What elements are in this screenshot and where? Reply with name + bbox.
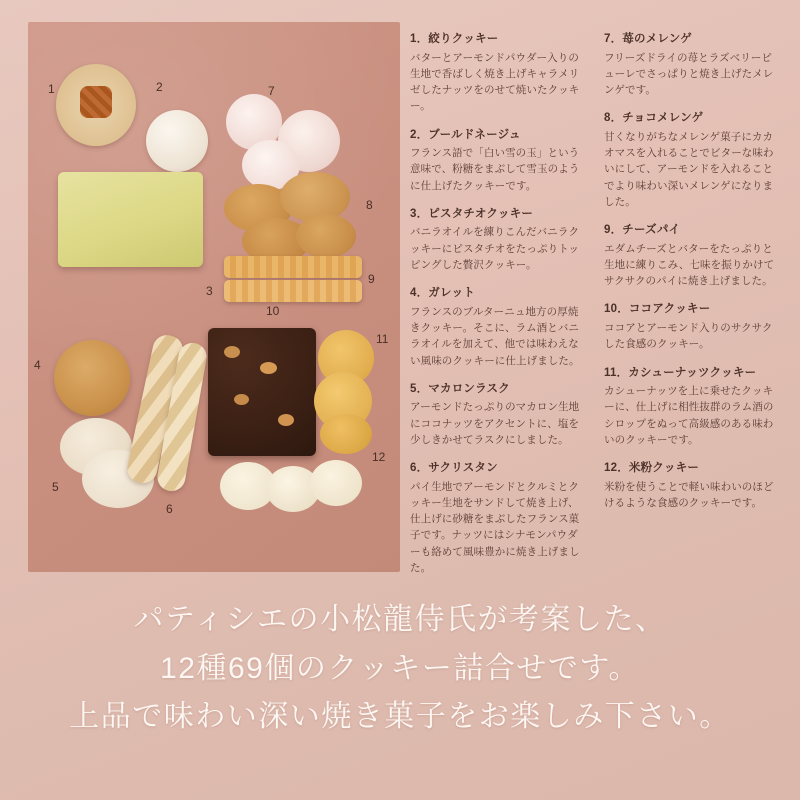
- cookie-snowball: [146, 110, 208, 172]
- cookie-description-12: [604, 461, 780, 511]
- photo-marker-2: 2: [156, 80, 163, 94]
- description-column-right: [604, 32, 780, 577]
- description-columns: [410, 32, 782, 577]
- cookie-title-3: 3．ピスタチオクッキー: [410, 207, 534, 220]
- cookie-title-10: 10．ココアクッキー: [604, 303, 711, 316]
- cookie-description-8: [604, 111, 780, 210]
- cookie-body-2: フランス語で「白い雪の玉」という意味で、粉糖をまぶして雪玉のように仕上げたクッキーです。: [410, 147, 580, 192]
- photo-marker-11: 11: [376, 332, 389, 346]
- cookie-choco-meringue-d: [296, 214, 356, 258]
- cookie-title-12: 12．米粉クッキー: [604, 462, 700, 475]
- cookie-description-6: [410, 461, 586, 576]
- cookie-pistachio-slab: [58, 172, 203, 267]
- cookie-cheese-pie-a: [224, 256, 362, 278]
- photo-marker-6: 6: [166, 502, 173, 516]
- cookie-title-1: 1．絞りクッキー: [410, 33, 499, 45]
- cookie-rice-flour-c: [310, 460, 362, 506]
- bottom-caption: [0, 596, 800, 742]
- cookie-title-5: 5．マカロンラスク: [410, 382, 510, 395]
- cookie-body-5: アーモンドたっぷりのマカロン生地にココナッツをアクセントに、塩を少しきかせてラスクにしました。: [410, 401, 580, 446]
- cookie-title-7: 7．苺のメレンゲ: [604, 33, 692, 45]
- cookie-piped-flower-center: [80, 86, 112, 118]
- cookie-body-7: フリーズドライの苺とラズベリーピューレでさっぱりと焼き上げたメレンゲです。: [604, 51, 774, 97]
- cookie-body-1: バターとアーモンドパウダー入りの生地で香ばしく焼き上げキャラメリゼしたナッツをのせて焼いたクッキー。: [410, 51, 580, 113]
- cookie-title-8: 8．チョコメレンゲ: [604, 112, 704, 125]
- cookie-body-4: フランスのブルターニュ地方の厚焼きクッキー。そこに、ラム酒とバニラオイルを加えて、他では味わえない風味のクッキーに仕上げました。: [410, 305, 580, 367]
- cookie-assortment-photo: [28, 22, 400, 572]
- cookie-description-2: [410, 128, 586, 194]
- cookie-body-12: 米粉を使うことで軽い味わいのほどけるような食感のクッキーです。: [604, 480, 774, 509]
- caption-line-2: 12種69個のクッキー詰合せです。: [160, 651, 640, 685]
- photo-marker-4: 4: [34, 358, 41, 372]
- cookie-body-6: パイ生地でアーモンドとクルミとクッキー生地をサンドして焼き上げ、仕上げに砂糖をまぶしたフランス菓子です。ナッツにはシナモンパウダーも絡めて風味豊かに焼き上げました。: [410, 480, 580, 574]
- cookie-cashew-c: [320, 414, 372, 454]
- photo-marker-9: 9: [368, 272, 375, 286]
- cookie-title-4: 4．ガレット: [410, 287, 475, 300]
- cookie-cocoa-nut-4: [278, 414, 294, 426]
- cookie-description-10: [604, 302, 780, 352]
- caption-line-1: パティシエの小松龍侍氏が考案した、: [133, 603, 667, 636]
- cookie-description-4: [410, 286, 586, 369]
- cookie-description-7: [604, 32, 780, 98]
- cookie-cocoa-block: [208, 328, 316, 456]
- cookie-galette: [54, 340, 130, 416]
- photo-marker-10: 10: [266, 304, 280, 318]
- cookie-cheese-pie-b: [224, 280, 362, 302]
- cookie-description-3: [410, 207, 586, 273]
- cookie-title-6: 6．サクリスタン: [410, 462, 498, 475]
- cookie-title-11: 11．カシューナッツクッキー: [604, 366, 757, 379]
- cookie-title-9: 9．チーズパイ: [604, 224, 681, 237]
- cookie-description-11: [604, 366, 780, 449]
- cookie-description-1: [410, 32, 586, 115]
- cookie-body-10: ココアとアーモンド入りのサクサクした食感のクッキー。: [604, 321, 773, 351]
- cookie-cocoa-nut-2: [260, 362, 277, 374]
- photo-marker-8: 8: [366, 198, 373, 212]
- cookie-body-8: 甘くなりがちなメレンゲ菓子にカカオマスを入れることでビターな味わいにして、アーモンドを入れることでより味わい深いメレンゲになりました。: [604, 130, 774, 208]
- photo-marker-1: 1: [48, 82, 55, 96]
- photo-marker-12: 12: [372, 450, 386, 464]
- cookie-body-11: カシューナッツを上に乗せたクッキーに、仕上げに相性抜群のラム酒のシロップをぬって高級感のある味わいのクッキーです。: [604, 385, 774, 446]
- cookie-title-2: 2．ブールドネージュ: [410, 128, 521, 141]
- photo-marker-7: 7: [268, 84, 275, 98]
- cookie-cocoa-nut-3: [234, 394, 249, 405]
- photo-marker-5: 5: [52, 480, 59, 494]
- cookie-body-9: エダムチーズとバターをたっぷりと生地に練りこみ、七味を振りかけてサクサクのパイに焼き上げました。: [604, 242, 775, 288]
- photo-marker-3: 3: [206, 284, 213, 298]
- cookie-description-9: [604, 223, 780, 289]
- description-column-left: [410, 32, 586, 577]
- cookie-description-5: [410, 382, 586, 448]
- caption-line-3: 上品で味わい深い焼き菓子をお楽しみ下さい。: [69, 700, 731, 734]
- cookie-body-3: バニラオイルを練りこんだバニラクッキーにピスタチオをたっぷりトッピングした贅沢クッキー。: [410, 226, 580, 271]
- cookie-cocoa-nut-1: [224, 346, 240, 358]
